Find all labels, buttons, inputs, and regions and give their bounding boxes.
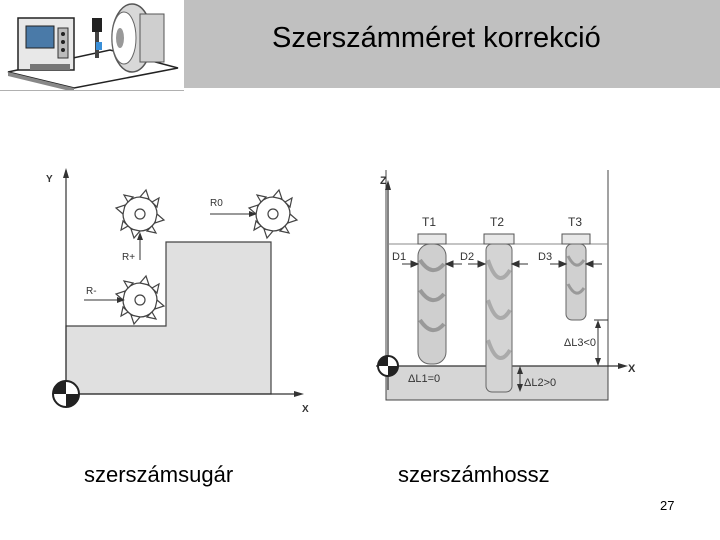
page-title: Szerszámméret korrekció [272,22,601,54]
tool-1 [418,234,446,364]
label-rminus: R- [86,286,97,297]
d2-label: D2 [460,251,475,263]
origin-symbol [378,356,398,376]
cnc-logo [0,0,184,91]
y-axis-label: Y [46,174,53,185]
caption-tool-length: szerszámhossz [398,462,550,487]
tool-length-diagram [362,160,654,408]
x-axis-label: X [302,404,309,415]
page-number: 27 [660,498,675,513]
label-rplus: R+ [122,252,136,263]
caption-tool-radius: szerszámsugár [84,462,234,487]
delta-l1-label: ΔL1=0 [408,373,441,385]
delta-l2-label: ΔL2>0 [524,377,557,389]
origin-symbol [53,381,79,407]
z-axis-label: Z [380,175,387,187]
tool-3-label: T3 [568,215,583,229]
tool-2-label: T2 [490,215,505,229]
delta-l3-label: ΔL3<0 [563,337,596,349]
tool-radius-diagram [36,160,328,416]
label-r0: R0 [210,198,223,209]
tool-2 [484,234,514,392]
tool-1-label: T1 [422,215,437,229]
x-axis-label: X [628,363,636,375]
d1-label: D1 [392,251,407,263]
d3-label: D3 [538,251,553,263]
cnc-machine-icon [0,0,184,90]
